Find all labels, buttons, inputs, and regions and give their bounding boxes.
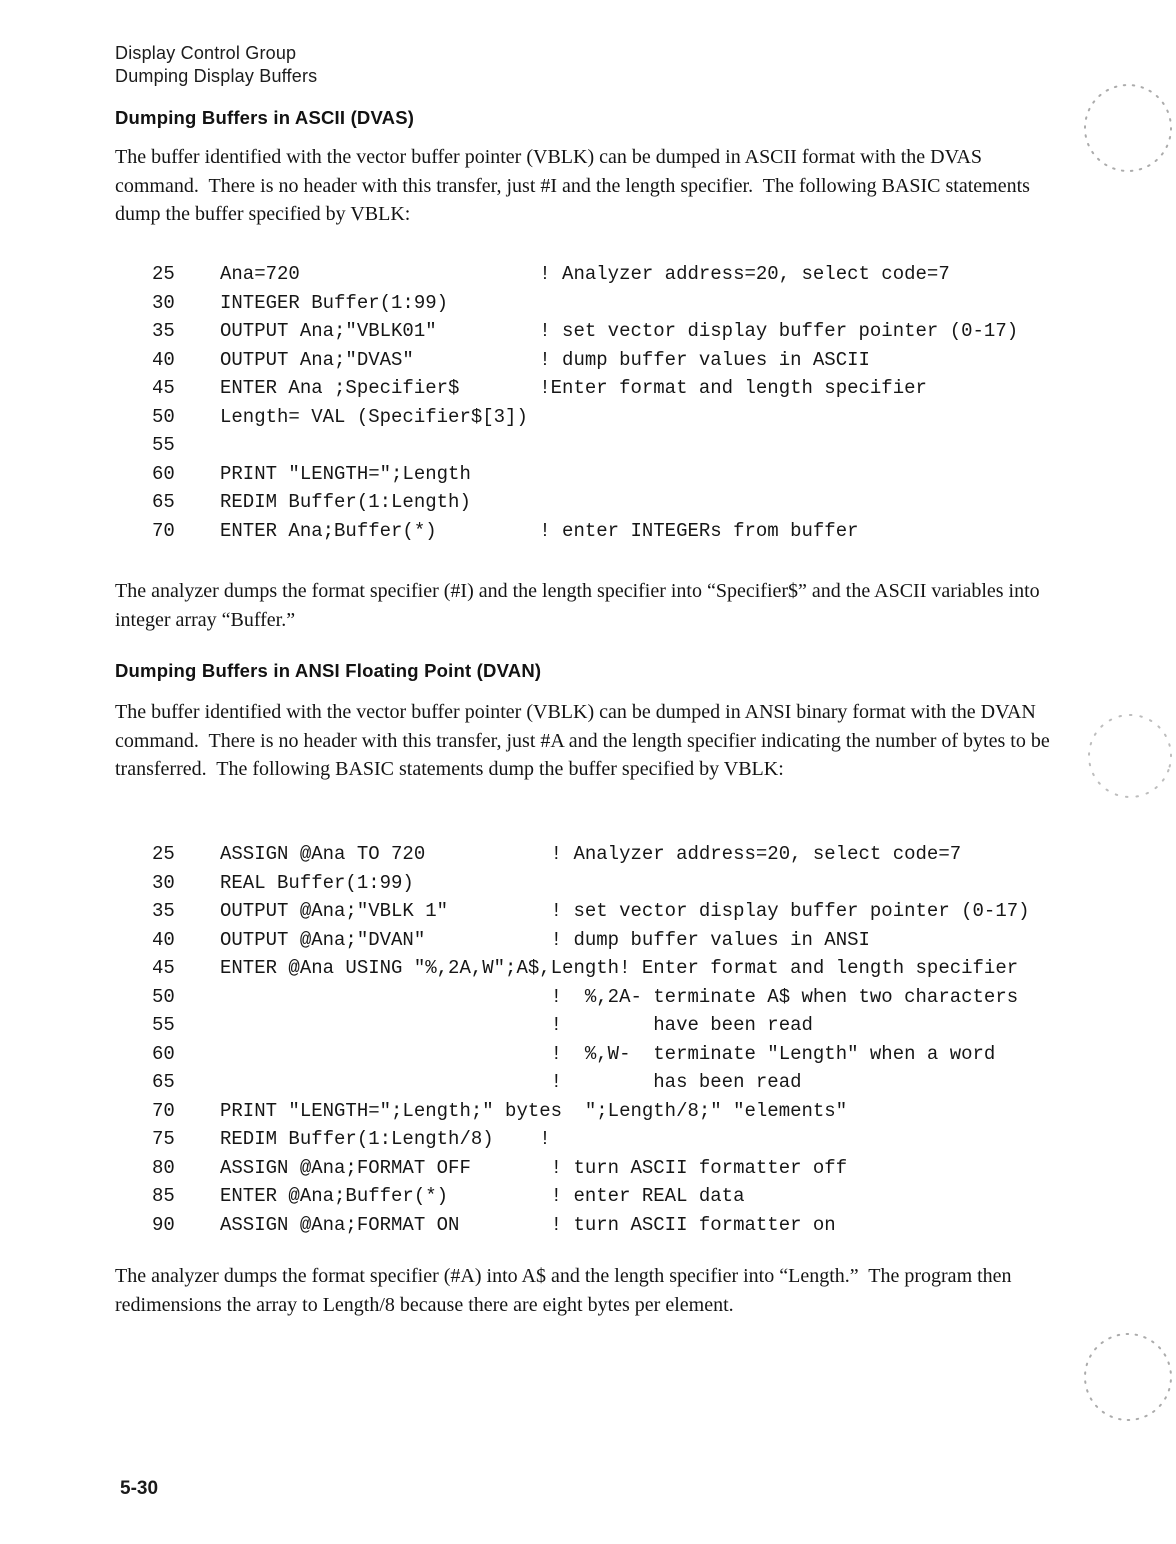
paragraph-dvan-intro: The buffer identified with the vector buffer pointer (VBLK) can be dumped in ANSI binary format with the DVAN command. There is no header with this transfer, just #A and the length specifier indicating the number of bytes to be transferred. The following BASIC statements dump the buffer specified by VBLK: xyxy=(115,701,1055,780)
code-text: PRINT "LENGTH=";Length xyxy=(220,462,471,485)
code-line xyxy=(152,289,1018,318)
code-text: PRINT "LENGTH=";Length;" bytes ";Length/8;" "elements" xyxy=(220,1099,848,1122)
running-header xyxy=(115,42,317,88)
line-number: 50 xyxy=(152,405,175,428)
code-line xyxy=(152,488,1018,517)
line-number: 45 xyxy=(152,957,175,979)
line-number: 30 xyxy=(152,871,175,894)
page-number: 5-30 xyxy=(120,1478,159,1499)
line-number: 55 xyxy=(152,1014,175,1036)
code-line xyxy=(152,317,1018,346)
code-line xyxy=(152,1125,1030,1154)
line-number: 90 xyxy=(152,1213,175,1236)
line-number: 35 xyxy=(152,320,175,342)
section-heading-dvas: Dumping Buffers in ASCII (DVAS) xyxy=(115,107,415,128)
code-line xyxy=(152,1154,1030,1183)
line-number: 60 xyxy=(152,462,175,485)
paragraph-dvas-outro: The analyzer dumps the format specifier (#I) and the length specifier into “Specifier$” and the ASCII variables into integer array “Buffer.” xyxy=(115,580,1045,631)
line-number: 30 xyxy=(152,291,175,314)
paragraph-dvan-outro: The analyzer dumps the format specifier (#A) into A$ and the length specifier into “Length.” The program then redimensions the array to Length/8 because there are eight bytes per element. xyxy=(115,1265,1017,1316)
paragraph-dvas-intro: The buffer identified with the vector buffer pointer (VBLK) can be dumped in ASCII format with the DVAS command. There is no header with this transfer, just #I and the length specifier. The following BASIC statements dump the buffer specified by VBLK: xyxy=(115,146,1035,225)
code-line xyxy=(152,460,1018,489)
line-number: 85 xyxy=(152,1185,175,1207)
code-text: ENTER @Ana USING "%,2A,W";A$,Length! Enter format and length specifier xyxy=(220,957,1019,979)
code-text: OUTPUT @Ana;"VBLK 1" ! set vector display buffer pointer (0-17) xyxy=(220,900,1030,922)
binding-hole-artifact xyxy=(1086,712,1174,800)
line-number: 50 xyxy=(152,985,175,1008)
code-text: REDIM Buffer(1:Length/8) ! xyxy=(220,1128,551,1150)
line-number: 25 xyxy=(152,843,175,865)
code-text: INTEGER Buffer(1:99) xyxy=(220,291,449,314)
code-line xyxy=(152,1182,1030,1211)
code-line xyxy=(152,260,1018,289)
running-header-line2: Dumping Display Buffers xyxy=(115,66,318,86)
line-number: 40 xyxy=(152,928,175,951)
code-text: ENTER @Ana;Buffer(*) ! enter REAL data xyxy=(220,1185,745,1207)
code-text: ! %,2A- terminate A$ when two characters xyxy=(220,985,1019,1008)
binding-hole-artifact xyxy=(1082,82,1174,174)
line-number: 80 xyxy=(152,1156,175,1179)
code-text: OUTPUT Ana;"DVAS" ! dump buffer values in ASCII xyxy=(220,348,870,371)
code-line xyxy=(152,374,1018,403)
line-number: 65 xyxy=(152,491,175,513)
code-line xyxy=(152,983,1030,1012)
binding-hole-artifact xyxy=(1082,1331,1174,1423)
code-line xyxy=(152,1068,1030,1097)
line-number: 75 xyxy=(152,1128,175,1150)
code-listing-dvan xyxy=(152,840,1030,1239)
code-line xyxy=(152,517,1018,546)
line-number: 60 xyxy=(152,1042,175,1065)
code-listing-dvas xyxy=(152,260,1018,545)
line-number: 35 xyxy=(152,900,175,922)
code-text: OUTPUT Ana;"VBLK01" ! set vector display buffer pointer (0-17) xyxy=(220,320,1019,342)
line-number: 40 xyxy=(152,348,175,371)
code-line xyxy=(152,403,1018,432)
code-line xyxy=(152,897,1030,926)
code-line xyxy=(152,1211,1030,1240)
code-line xyxy=(152,1011,1030,1040)
code-text: OUTPUT @Ana;"DVAN" ! dump buffer values in ANSI xyxy=(220,928,870,951)
code-text: ASSIGN @Ana TO 720 ! Analyzer address=20, select code=7 xyxy=(220,843,962,865)
code-text: REAL Buffer(1:99) xyxy=(220,871,414,894)
line-number: 45 xyxy=(152,377,175,399)
line-number: 25 xyxy=(152,263,175,285)
code-line xyxy=(152,926,1030,955)
code-text: ! %,W- terminate "Length" when a word xyxy=(220,1042,996,1065)
code-text: Length= VAL (Specifier$[3]) xyxy=(220,405,528,428)
line-number: 65 xyxy=(152,1071,175,1093)
section-heading-dvan: Dumping Buffers in ANSI Floating Point (DVAN) xyxy=(115,660,542,681)
code-text: ! have been read xyxy=(220,1014,813,1036)
line-number: 70 xyxy=(152,1099,175,1122)
code-line xyxy=(152,346,1018,375)
code-text: REDIM Buffer(1:Length) xyxy=(220,491,471,513)
code-text: ! has been read xyxy=(220,1071,802,1093)
code-line xyxy=(152,840,1030,869)
code-text: ENTER Ana ;Specifier$ !Enter format and length specifier xyxy=(220,377,927,399)
code-line xyxy=(152,869,1030,898)
code-text: Ana=720 ! Analyzer address=20, select code=7 xyxy=(220,263,950,285)
code-line xyxy=(152,1040,1030,1069)
code-text: ASSIGN @Ana;FORMAT ON ! turn ASCII formatter on xyxy=(220,1213,836,1236)
code-line xyxy=(152,431,1018,460)
code-line xyxy=(152,1097,1030,1126)
line-number: 70 xyxy=(152,519,175,542)
code-line xyxy=(152,954,1030,983)
code-text: ENTER Ana;Buffer(*) ! enter INTEGERs from buffer xyxy=(220,519,859,542)
code-text: ASSIGN @Ana;FORMAT OFF ! turn ASCII formatter off xyxy=(220,1156,848,1179)
line-number: 55 xyxy=(152,434,175,456)
running-header-line1: Display Control Group xyxy=(115,43,297,63)
